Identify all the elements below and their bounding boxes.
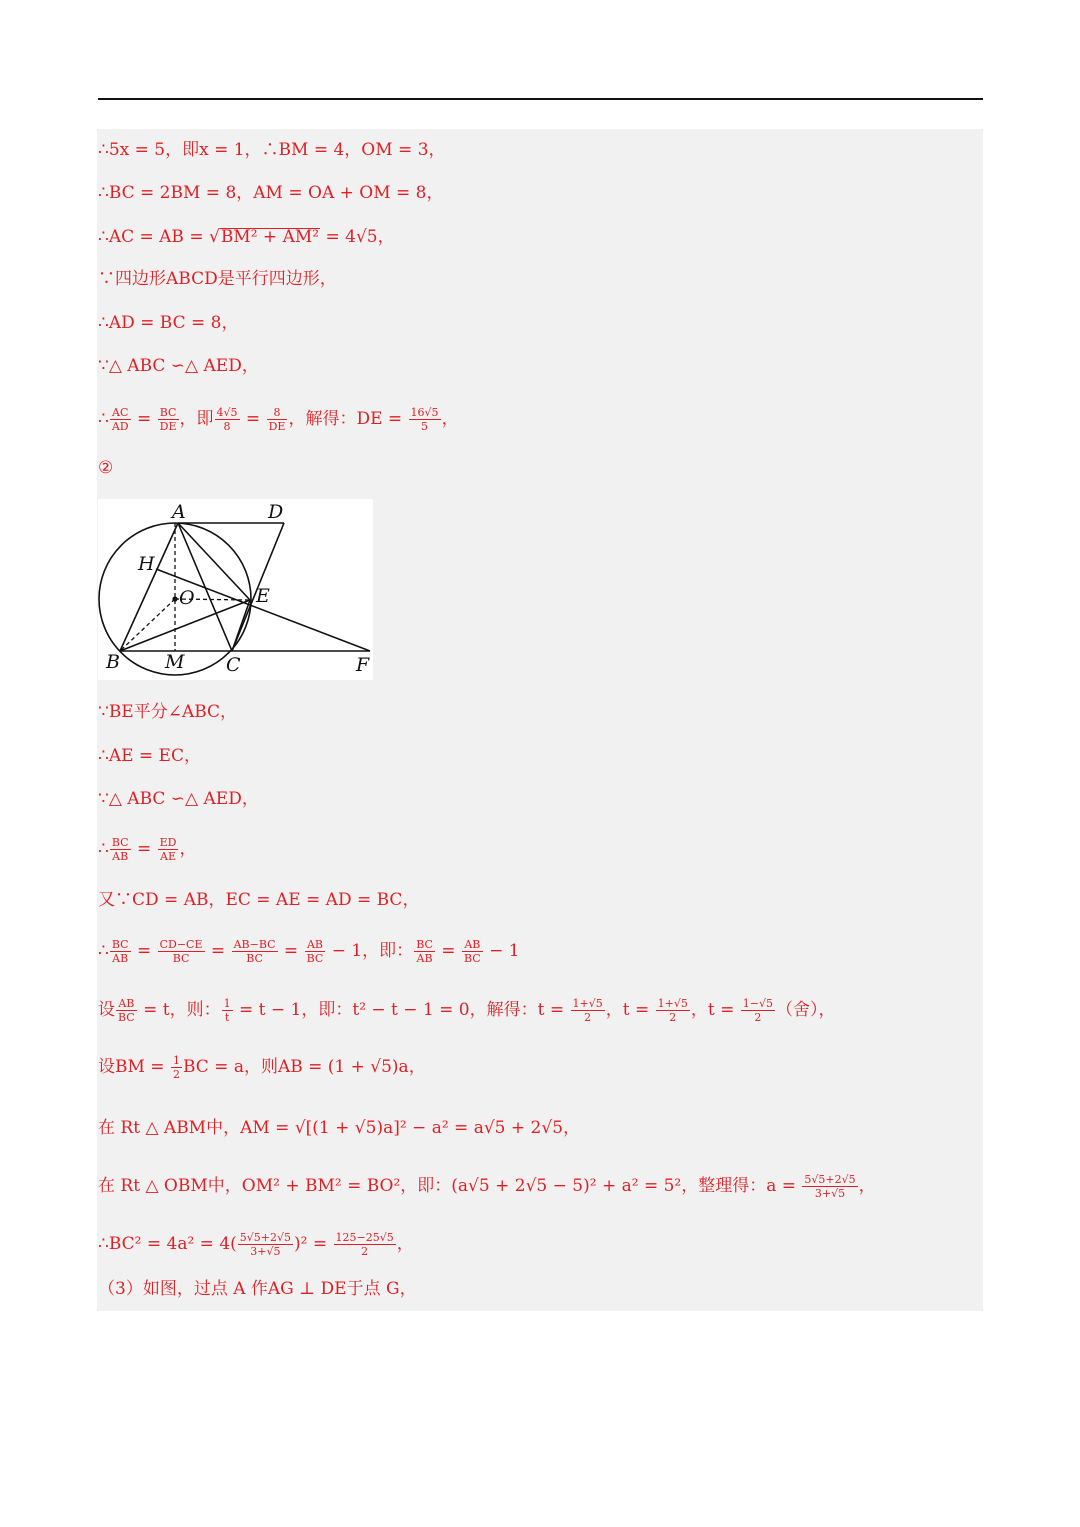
- line-7: [98, 406, 459, 433]
- line-7-end: ，: [441, 409, 459, 429]
- header-rule: [98, 98, 983, 100]
- denominator: BC: [246, 952, 263, 965]
- line-17-a: 在 Rt △ OBM中，OM² + BM² = BO²，即：(a√5 + 2√5 − 5)² + a² = 5²，整理得：a =: [98, 1176, 802, 1196]
- line-18-a: ∴BC² = 4a² = 4(: [98, 1234, 237, 1254]
- fraction: [158, 836, 179, 863]
- line-14-c: ，t =: [605, 1000, 655, 1020]
- line-12: 又∵CD = AB，EC = AE = AD = BC，: [98, 890, 420, 910]
- line-13-pre: ∴: [98, 941, 109, 961]
- fraction: [215, 406, 240, 433]
- line-11: [98, 836, 196, 863]
- denominator: DE: [268, 420, 286, 433]
- denominator: 2: [584, 1011, 592, 1024]
- fraction: [414, 938, 435, 965]
- fraction: [222, 997, 233, 1024]
- fraction: [238, 1231, 293, 1258]
- numerator: AB: [116, 997, 137, 1011]
- line-13-mid: − 1，即：: [326, 941, 414, 961]
- numerator: AB−BC: [233, 938, 276, 951]
- label-a: A: [172, 501, 186, 523]
- denominator: 2: [669, 1011, 677, 1024]
- line-7-solve: ，解得：DE =: [288, 409, 408, 429]
- line-14-end: （舍），: [776, 1000, 836, 1020]
- denominator: 2: [361, 1245, 369, 1258]
- equals: =: [131, 409, 157, 429]
- label-b: B: [106, 651, 120, 673]
- line-6: ∵△ ABC ∽△ AED，: [98, 356, 259, 376]
- denominator: BC: [172, 952, 190, 965]
- numerator: BC: [111, 836, 129, 849]
- line-8: ∵BE平分∠ABC，: [98, 702, 238, 722]
- line-14-b: = t − 1，即：t² − t − 1 = 0，解得：t =: [233, 1000, 570, 1020]
- fraction: [116, 997, 137, 1024]
- fraction: [158, 938, 205, 965]
- equals: =: [205, 941, 231, 961]
- label-e: E: [256, 585, 270, 607]
- line-4: ∵四边形ABCD是平行四边形，: [98, 269, 337, 289]
- denominator: 3+√5: [250, 1245, 281, 1258]
- label-f: F: [356, 654, 370, 676]
- denominator: AD: [111, 420, 129, 433]
- line-3-b: = 4√5，: [320, 227, 395, 247]
- numerator: ED: [159, 836, 177, 849]
- denominator: 8: [223, 420, 231, 433]
- label-o: O: [179, 587, 195, 609]
- denominator: 2: [172, 1068, 180, 1081]
- line-15: [98, 1054, 426, 1081]
- segment-ob-dashed: [120, 599, 175, 651]
- numerator: 1+√5: [572, 997, 603, 1010]
- numerator: 5√5+2√5: [804, 1173, 856, 1186]
- line-19: （3）如图，过点 A 作AG ⊥ DE于点 G，: [98, 1279, 417, 1299]
- part-2-marker: ②: [98, 458, 114, 478]
- numerator: BC: [158, 406, 179, 420]
- line-11-end: ，: [179, 839, 197, 859]
- line-14-a: = t，则：: [137, 1000, 221, 1020]
- numerator: 1: [223, 997, 231, 1010]
- line-18-b: )² =: [294, 1234, 333, 1254]
- line-14-pre: 设: [98, 1000, 115, 1020]
- line-15-end: BC = a，则AB = (1 + √5)a，: [182, 1057, 426, 1077]
- geometry-figure: [98, 499, 373, 680]
- numerator: 1: [172, 1054, 180, 1067]
- fraction: [110, 406, 131, 433]
- line-16: 在 Rt △ ABM中，AM = √[(1 + √5)a]² − a² = a√5 + 2√5，: [98, 1118, 581, 1138]
- numerator: 8: [267, 406, 288, 420]
- line-14: [98, 997, 836, 1024]
- numerator: 1−√5: [742, 997, 773, 1010]
- line-15-pre: 设BM =: [98, 1057, 170, 1077]
- label-d: D: [268, 501, 284, 523]
- numerator: 1+√5: [657, 997, 688, 1010]
- numerator: CD−CE: [159, 938, 203, 951]
- denominator: t: [224, 1011, 230, 1024]
- line-2: ∴BC = 2BM = 8，AM = OA + OM = 8，: [98, 183, 444, 203]
- fraction: [232, 938, 278, 965]
- line-3: [98, 226, 395, 248]
- equals: =: [240, 409, 266, 429]
- denominator: 2: [754, 1011, 762, 1024]
- line-13: [98, 938, 520, 965]
- fraction: [741, 997, 775, 1024]
- line-13-end: − 1: [483, 941, 520, 961]
- denominator: BC: [118, 1011, 135, 1024]
- segment-hf: [156, 569, 370, 651]
- fraction: [656, 997, 690, 1024]
- denominator: AB: [112, 850, 129, 863]
- denominator: BC: [463, 952, 481, 965]
- line-17-end: ，: [858, 1176, 876, 1196]
- line-5: ∴AD = BC = 8，: [98, 313, 239, 333]
- fraction: [158, 406, 179, 433]
- center-dot: [172, 596, 177, 601]
- segment-ec: [232, 600, 250, 651]
- equals: =: [435, 941, 461, 961]
- denominator: AE: [160, 850, 177, 863]
- fraction: [571, 997, 605, 1024]
- line-1: ∴5x = 5，即x = 1，∴BM = 4，OM = 3，: [98, 140, 446, 160]
- fraction: [110, 938, 131, 965]
- line-3-a: ∴AC = AB = √: [98, 227, 220, 247]
- fraction: [267, 406, 288, 433]
- numerator: BC: [416, 938, 433, 951]
- denominator: 5: [421, 420, 429, 433]
- line-17: [98, 1173, 876, 1200]
- fraction: [409, 406, 441, 433]
- fraction: [462, 938, 483, 965]
- numerator: 5√5+2√5: [239, 1231, 291, 1244]
- label-m: M: [165, 651, 185, 673]
- numerator: AC: [110, 406, 131, 420]
- fraction: [305, 938, 326, 965]
- line-18: [98, 1231, 414, 1258]
- fraction: [802, 1173, 857, 1200]
- label-h: H: [138, 553, 155, 575]
- equals: =: [278, 941, 304, 961]
- line-7-pre: ∴: [98, 409, 109, 429]
- fraction: [171, 1054, 182, 1081]
- line-3-radicand: BM² + AM²: [220, 227, 320, 247]
- numerator: BC: [111, 938, 129, 951]
- line-10: ∵△ ABC ∽△ AED，: [98, 789, 259, 809]
- line-7-mid: ，即: [179, 409, 214, 429]
- denominator: AB: [112, 952, 129, 965]
- numerator: AB: [462, 938, 483, 952]
- equals: =: [131, 941, 157, 961]
- numerator: 16√5: [410, 406, 439, 419]
- denominator: DE: [159, 420, 177, 433]
- geometry-diagram: [98, 499, 373, 680]
- denominator: 3+√5: [814, 1187, 846, 1200]
- line-18-end: ，: [396, 1234, 414, 1254]
- label-c: C: [226, 654, 241, 676]
- fraction: [334, 1231, 396, 1258]
- line-14-d: ，t =: [690, 1000, 740, 1020]
- numerator: 125−25√5: [335, 1231, 394, 1244]
- line-9: ∴AE = EC，: [98, 746, 201, 766]
- denominator: BC: [306, 952, 324, 965]
- equals: =: [131, 839, 157, 859]
- line-11-pre: ∴: [98, 839, 109, 859]
- numerator: AB: [305, 938, 326, 952]
- fraction: [110, 836, 131, 863]
- numerator: 4√5: [216, 406, 238, 419]
- denominator: AB: [416, 952, 433, 965]
